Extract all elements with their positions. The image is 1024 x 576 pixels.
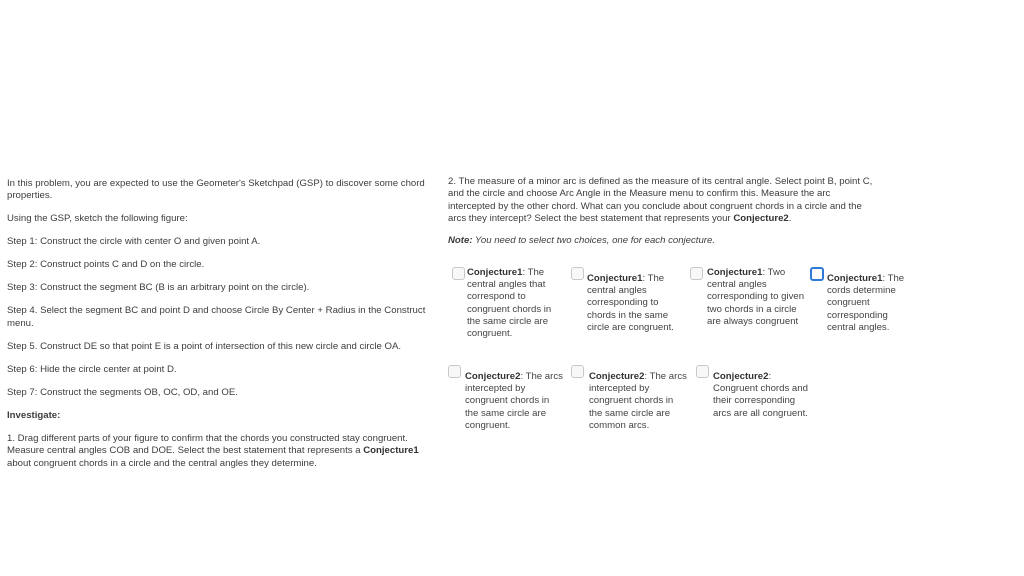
question-1: 1. Drag different parts of your figure to confirm that the chords you constructed stay congruent. Measure central angles COB and DOE. Select the best statement that represents a Conjecture1 about congruent chords in a circle and the central angles they determine. [7,432,419,469]
checkbox[interactable] [690,267,703,280]
step-4: Step 4. Select the segment BC and point D and choose Circle By Center + Radius in the Construct menu. [7,305,426,329]
note-text: Note: You need to select two choices, one for each conjecture. [448,235,716,246]
step-2: Step 2: Construct points C and D on the circle. [7,259,205,271]
checkbox[interactable] [452,267,465,280]
checkbox-focused[interactable] [810,267,824,281]
step-7: Step 7: Construct the segments OB, OC, OD, and OE. [7,386,238,398]
conjecture1-label: Conjecture1 [363,445,419,457]
question-2: 2. The measure of a minor arc is defined as the measure of its central angle. Select point B, point C, and the circle and choose Arc Angle in the Measure menu to confirm this. Measure the arc intercepted by the other chord. What can you conclude about congruent chords in a circle and the arcs they intercept? Select the best statement that represents your Conjecture2. [448,176,873,225]
step-5: Step 5. Construct DE so that point E is a point of intersection of this new circle and circle OA. [7,340,402,352]
conjecture2-label: Conjecture2 [733,213,789,225]
step-1: Step 1: Construct the circle with center O and given point A. [7,236,261,248]
investigate-heading: Investigate: [7,409,61,421]
checkbox[interactable] [571,267,584,280]
intro-sketch-text: Using the GSP, sketch the following figure: [7,213,188,225]
step-3: Step 3: Construct the segment BC (B is an arbitrary point on the circle). [7,282,310,294]
instructions-column [7,178,437,470]
checkbox[interactable] [571,365,584,378]
checkbox[interactable] [448,365,461,378]
intro-text: In this problem, you are expected to use the Geometer's Sketchpad (GSP) to discover some chord properties. [7,178,425,202]
checkbox[interactable] [696,365,709,378]
step-6: Step 6: Hide the circle center at point D. [7,363,177,375]
